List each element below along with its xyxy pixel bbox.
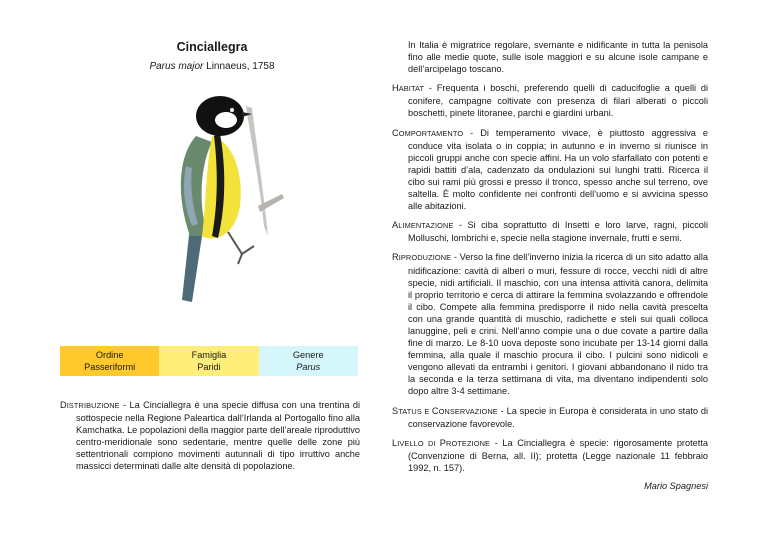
section-text: - Di temperamento vivace, è piuttosto aggressiva e conduce vita isolata o in coppia; in autunno e in inverno si riunisce in piccoli gruppi anche con specie affini. Ha un volo sfarfallato con potenti e rapidi battiti d’ala, cadenzato da ondulazioni sui lunghi tratti. Ricerca il cibo sui rami più grossi e presso il tronco, spesso anche sul terreno, ove saltella. È molto confidente nei confronti dell’uomo e si avvicina spesso alle abitazioni. xyxy=(408,127,708,212)
section-distribuzione xyxy=(60,399,360,473)
right-column-text xyxy=(392,39,708,491)
species-authority: Linnaeus, 1758 xyxy=(203,61,275,72)
bird-eye xyxy=(230,108,234,112)
section-status-conservazione xyxy=(392,405,708,430)
taxonomy-order-cell xyxy=(60,346,159,376)
taxonomy-family-label: Famiglia xyxy=(191,350,227,360)
section-heading: ALIMENTAZIONE xyxy=(392,220,454,231)
section-habitat xyxy=(392,82,708,119)
section-heading: STATUS E CONSERVAZIONE xyxy=(392,405,498,416)
taxonomy-order-label: Ordine xyxy=(95,350,124,360)
taxonomy-genus-value: Parus xyxy=(296,362,321,372)
section-riproduzione xyxy=(392,251,708,397)
section-text: - La specie in Europa è considerata in uno stato di conservazione favorevole. xyxy=(408,405,708,429)
section-comportamento xyxy=(392,127,708,213)
author-signature: Mario Spagnesi xyxy=(644,481,708,491)
intro-paragraph: In Italia è migratrice regolare, svernante e nidificante in tutta la penisola fino alle medie quote, sulle isole maggiori e su alcune isole campane e dell’arcipelago toscano. xyxy=(408,40,708,75)
section-text: - La Cinciallegra è una specie diffusa con una trentina di sottospecie nella Regione Paleartica dall’Irlanda al Portogallo fino alla Kamchatka. Le popolazioni della maggior parte dell’areale riproduttivo centro-meridionale sono sedentarie, mentre quelle delle zone più settentrionali compiono movimenti autunnali di tipo irruttivo anche massicci determinati dalle alte densità di popolazione. xyxy=(76,400,360,472)
section-alimentazione xyxy=(392,219,708,244)
section-text: - Frequenta i boschi, preferendo quelli di caducifoglie a quelli di conifere, campagne coltivate con presenza di filari alberati o piccoli boschetti, pinete litoranee, parchi e giardini urbani. xyxy=(408,83,708,119)
section-heading: RIPRODUZIONE xyxy=(392,252,452,263)
section-heading: HABITAT xyxy=(392,83,425,94)
section-text: - Si ciba soprattutto di Insetti e loro larve, ragni, piccoli Molluschi, lombrichi e, specie nella stagione invernale, frutti e semi. xyxy=(408,220,708,244)
great-tit-illustration xyxy=(168,86,288,306)
taxonomy-genus-label: Genere xyxy=(292,350,324,360)
left-column-text xyxy=(60,399,360,480)
branch xyxy=(246,106,268,236)
taxonomy-order-value: Passeriformi xyxy=(84,362,136,372)
scientific-name: Parus major xyxy=(149,61,204,72)
bird-tail xyxy=(182,226,202,302)
section-text: - La Cinciallegra è specie: rigorosamente protetta (Convenzione di Berna, all. II); protetta (Legge nazionale 11 febbraio 1992, n. 157). xyxy=(408,437,708,473)
taxonomy-table xyxy=(60,346,358,376)
section-heading: COMPORTAMENTO xyxy=(392,127,464,138)
bird-cheek xyxy=(215,112,237,128)
section-text: - Verso la fine dell’inverno inizia la ricerca di un sito adatto alla nidificazione: cavità di alberi o muri, fessure di rocce, vecchi nidi di altre specie, nidi artificiali. Il maschio, con una intensa attività canora, delimita il proprio territorio e cerca di attirare la femmina svolazzando e offrendole il cibo. Compete alla femmina predisporre il nido nella cavità prescelta con una grande quantità di muschio, radichette e steli sui quali colloca lanuggine, peli e crini. Nell’anno compie una o due covate a partire dalla fine di marzo. Le 8-10 uova deposte sono incubate per 13-14 giorni dalla femmina, alla quale il maschio procura il cibo. I pulcini sono nidicoli e vengono allevati da entrambi i genitori. I giovani abbandonano il nido tra la seconda e la terza settimana di vita, ma diventano indipendenti solo dopo altre 3-4 settimane. xyxy=(408,252,708,397)
species-title: Cinciallegra xyxy=(176,40,248,54)
taxonomy-family-value: Paridi xyxy=(197,362,221,372)
taxonomy-genus-cell xyxy=(259,346,358,376)
species-scientific-name xyxy=(62,61,362,72)
taxonomy-family-cell xyxy=(159,346,258,376)
section-livello-protezione xyxy=(392,437,708,474)
section-heading: DISTRIBUZIONE xyxy=(60,400,120,410)
section-heading: LIVELLO DI PROTEZIONE xyxy=(392,437,491,448)
bird-legs xyxy=(228,232,254,264)
